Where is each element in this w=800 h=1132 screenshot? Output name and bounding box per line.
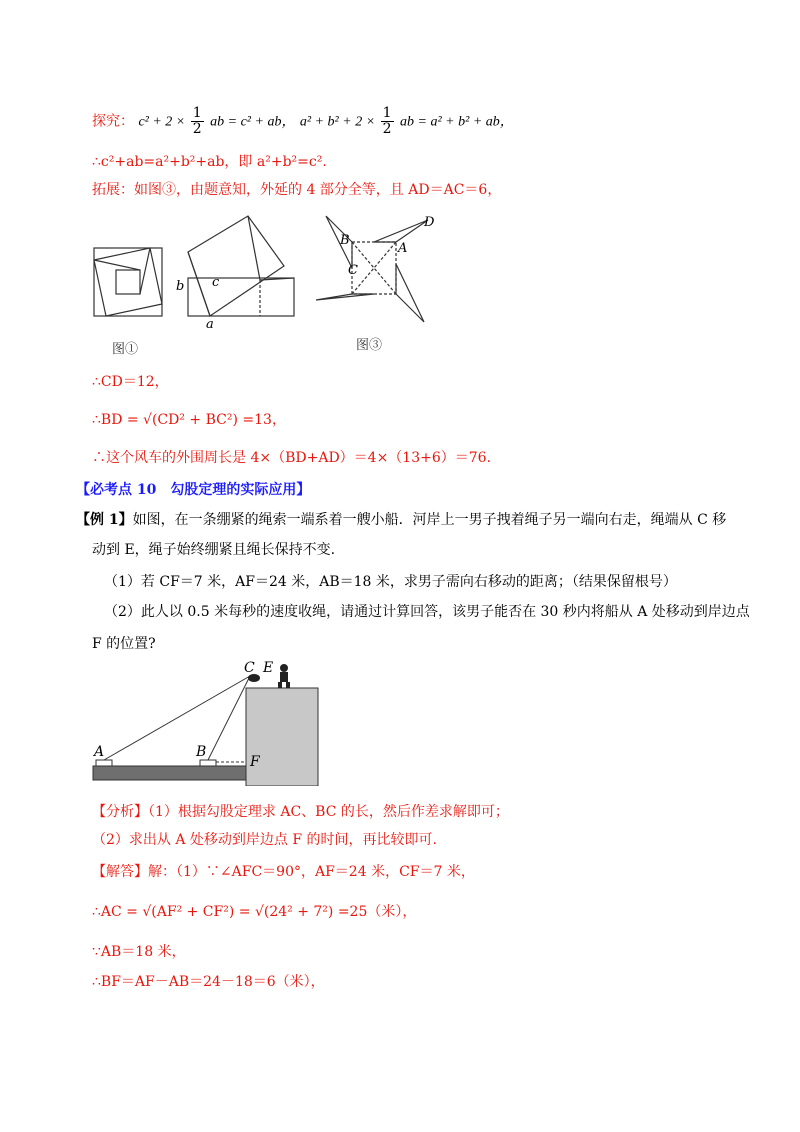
explore-expr1-b: ab = c² + ab， — [210, 114, 296, 130]
question-2a: （2）此人以 0.5 米每秒的速度收绳，请通过计算回答，该男子能否在 30 秒内将船从 A 处移动到岸边点 — [104, 604, 750, 620]
figure-3-caption: 图③ — [356, 338, 383, 353]
explore-expr2-b: ab = a² + b² + ab， — [400, 114, 514, 130]
pythagoras-figures — [90, 208, 440, 358]
fraction-half-2 — [381, 106, 394, 137]
fraction-denominator: 2 — [382, 121, 392, 137]
boat-label-b: B — [196, 744, 207, 760]
figure-3-label-d: D — [424, 215, 435, 230]
example-line-2: 动到 E，绳子始终绷紧且绳长保持不变. — [92, 542, 336, 558]
boat-b — [200, 760, 216, 766]
rope-ac — [104, 676, 250, 760]
boat-label-f: F — [250, 754, 260, 770]
question-1: （1）若 CF＝7 米，AF＝24 米，AB＝18 米，求男子需向右移动的距离；（结果保留根号） — [104, 574, 677, 590]
explore-expr2-a: a² + b² + 2 × — [299, 114, 379, 130]
section-title: 【必考点 10 勾股定理的实际应用】 — [76, 482, 311, 498]
explore-line — [92, 106, 514, 137]
man-icon — [278, 664, 290, 688]
figure-3-label-b: B — [340, 233, 350, 248]
cd-line: ∴CD＝12， — [92, 374, 169, 390]
boat-label-c: C — [244, 660, 255, 676]
bank-block — [246, 688, 318, 786]
fraction-half-1 — [191, 106, 204, 137]
example-line-1 — [76, 510, 726, 530]
fraction-denominator: 2 — [192, 121, 202, 137]
figure-2-label-c: c — [212, 275, 220, 290]
figure-2-label-b: b — [176, 279, 185, 294]
fraction-numerator: 1 — [382, 105, 392, 121]
question-2b: F 的位置? — [92, 636, 156, 652]
answer-line-1: 【解答】解：（1）∵∠AFC＝90°，AF＝24 米，CF＝7 米， — [92, 864, 475, 880]
figure-2-label-a: a — [206, 317, 214, 332]
figure-1-caption: 图① — [112, 342, 139, 357]
analysis-line-2: （2）求出从 A 处移动到岸边点 F 的时间，再比较即可. — [92, 832, 437, 848]
figure-2-squares — [188, 216, 294, 316]
fraction-numerator: 1 — [192, 105, 202, 121]
conclusion-line: ∴c²+ab=a²+b²+ab，即 a²+b²=c². — [92, 154, 327, 170]
boat-a — [96, 760, 112, 766]
figure-3-windmill — [316, 216, 428, 322]
figure-1-squares — [94, 248, 162, 316]
answer-line-4: ∴BF＝AF－AB＝24－18＝6（米）， — [92, 974, 325, 990]
answer-line-2: ∴AC = √(AF² + CF²) = √(24² + 7²) =25（米）， — [92, 904, 417, 920]
explore-expr1-a: c² + 2 × — [138, 114, 189, 130]
perimeter-line: ∴这个风车的外围周长是 4×（BD+AD）＝4×（13+6）＝76. — [92, 450, 492, 466]
figure-3-label-c: C — [348, 263, 358, 278]
boat-label-e: E — [263, 660, 274, 676]
boat-figure — [90, 658, 330, 786]
explore-label: 探究： — [92, 113, 134, 130]
example-label: 【例 1】 — [76, 512, 133, 528]
analysis-line-1: 【分析】（1）根据勾股定理求 AC、BC 的长，然后作差求解即可； — [92, 804, 509, 820]
answer-line-3: ∵AB＝18 米， — [92, 944, 186, 960]
water-strip — [93, 766, 246, 780]
example-text-1: 如图，在一条绷紧的绳索一端系着一艘小船．河岸上一男子拽着绳子另一端向右走，绳端从 C 移 — [132, 512, 727, 528]
boat-label-a: A — [94, 744, 105, 760]
bd-line: ∴BD = √(CD² + BC²) =13， — [92, 412, 286, 428]
figure-3-label-a: A — [398, 241, 408, 256]
extension-line: 拓展：如图③，由题意知，外延的 4 部分全等，且 AD＝AC＝6， — [92, 182, 502, 198]
